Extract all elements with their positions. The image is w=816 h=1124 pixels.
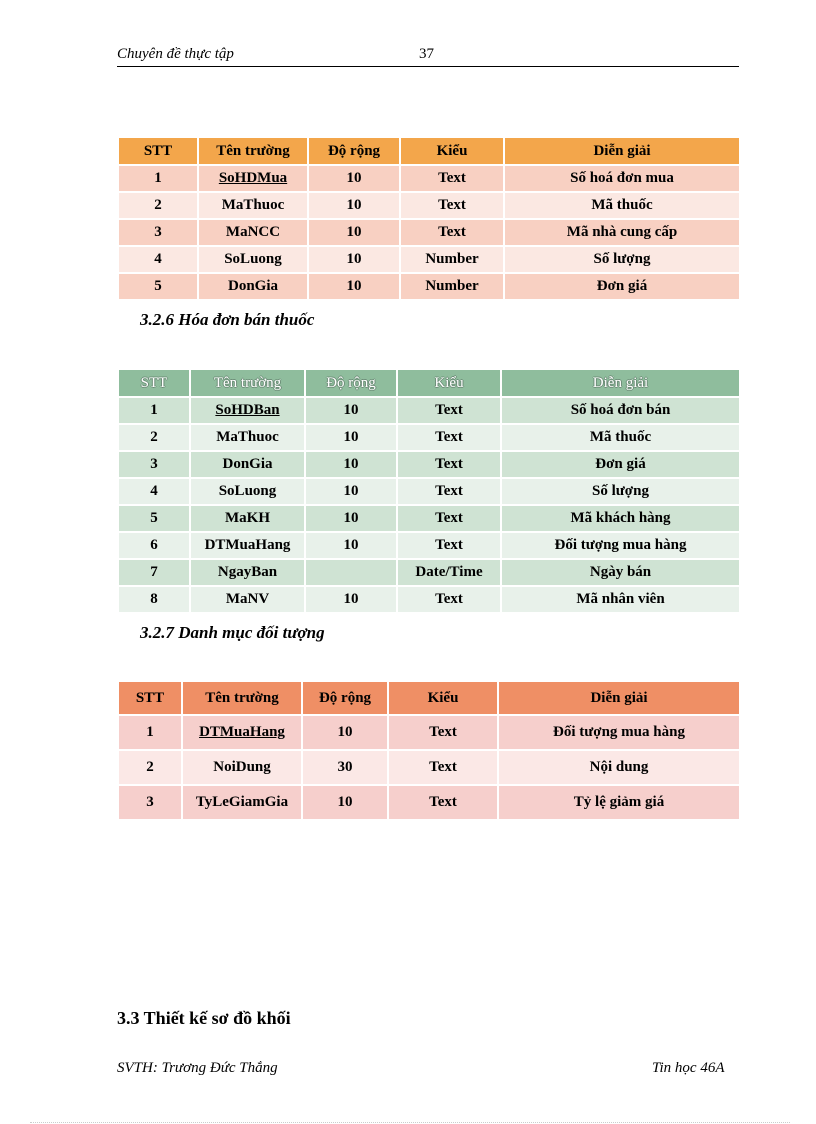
table-row bbox=[118, 192, 740, 219]
section-heading-customer-category: 3.2.7 Danh mục đối tượng bbox=[140, 623, 325, 642]
col-header-description: Diễn giải bbox=[501, 369, 740, 397]
type-cell: Number bbox=[400, 246, 504, 273]
width-cell: 10 bbox=[302, 785, 388, 820]
col-header-width: Độ rộng bbox=[308, 137, 400, 165]
stt-cell: 3 bbox=[118, 785, 182, 820]
col-header-stt: STT bbox=[118, 137, 198, 165]
stt-cell: 1 bbox=[118, 165, 198, 192]
width-cell: 30 bbox=[302, 750, 388, 785]
table-row bbox=[118, 586, 740, 613]
field-name-cell: DonGia bbox=[198, 273, 308, 300]
type-cell: Text bbox=[400, 219, 504, 246]
col-header-type: Kiểu bbox=[397, 369, 501, 397]
customer-category-table bbox=[117, 680, 741, 821]
field-name-cell: MaThuoc bbox=[198, 192, 308, 219]
type-cell: Text bbox=[400, 165, 504, 192]
col-header-stt: STT bbox=[118, 369, 190, 397]
type-cell: Text bbox=[388, 715, 498, 750]
type-cell: Text bbox=[397, 478, 501, 505]
table-row bbox=[118, 397, 740, 424]
width-cell: 10 bbox=[305, 478, 397, 505]
table-row bbox=[118, 559, 740, 586]
description-cell: Số hoá đơn mua bbox=[504, 165, 740, 192]
type-cell: Text bbox=[397, 451, 501, 478]
col-header-width: Độ rộng bbox=[305, 369, 397, 397]
table-row bbox=[118, 451, 740, 478]
type-cell: Text bbox=[388, 785, 498, 820]
width-cell: 10 bbox=[305, 397, 397, 424]
footer-class: Tin học 46A bbox=[652, 1060, 725, 1076]
width-cell: 10 bbox=[305, 532, 397, 559]
col-header-width: Độ rộng bbox=[302, 681, 388, 715]
field-name-cell: SoLuong bbox=[198, 246, 308, 273]
page-number: 37 bbox=[419, 46, 434, 62]
field-name-cell: DTMuaHang bbox=[190, 532, 305, 559]
table-row bbox=[118, 750, 740, 785]
type-cell: Text bbox=[400, 192, 504, 219]
col-header-field-name: Tên trường bbox=[198, 137, 308, 165]
stt-cell: 5 bbox=[118, 273, 198, 300]
stt-cell: 1 bbox=[118, 397, 190, 424]
stt-cell: 8 bbox=[118, 586, 190, 613]
width-cell: 10 bbox=[308, 273, 400, 300]
table-row bbox=[118, 424, 740, 451]
description-cell: Nội dung bbox=[498, 750, 740, 785]
stt-cell: 6 bbox=[118, 532, 190, 559]
description-cell: Số hoá đơn bán bbox=[501, 397, 740, 424]
sales-invoice-table bbox=[117, 368, 741, 614]
table-row bbox=[118, 478, 740, 505]
table-row bbox=[118, 246, 740, 273]
field-name-cell: NoiDung bbox=[182, 750, 302, 785]
section-heading-sales-invoice: 3.2.6 Hóa đơn bán thuốc bbox=[140, 310, 315, 329]
description-cell: Đối tượng mua hàng bbox=[501, 532, 740, 559]
col-header-field-name: Tên trường bbox=[182, 681, 302, 715]
width-cell: 10 bbox=[305, 586, 397, 613]
table-row bbox=[118, 785, 740, 820]
col-header-description: Diễn giải bbox=[504, 137, 740, 165]
description-cell: Đơn giá bbox=[504, 273, 740, 300]
col-header-type: Kiểu bbox=[388, 681, 498, 715]
width-cell: 10 bbox=[308, 219, 400, 246]
description-cell: Mã khách hàng bbox=[501, 505, 740, 532]
description-cell: Mã nhà cung cấp bbox=[504, 219, 740, 246]
description-cell: Mã thuốc bbox=[504, 192, 740, 219]
field-name-cell: TyLeGiamGia bbox=[182, 785, 302, 820]
width-cell: 10 bbox=[308, 192, 400, 219]
page-header bbox=[117, 44, 739, 67]
width-cell: 10 bbox=[308, 165, 400, 192]
table-row bbox=[118, 532, 740, 559]
description-cell: Mã thuốc bbox=[501, 424, 740, 451]
table-row bbox=[118, 165, 740, 192]
stt-cell: 2 bbox=[118, 192, 198, 219]
type-cell: Text bbox=[397, 505, 501, 532]
table-row bbox=[118, 505, 740, 532]
table-row bbox=[118, 273, 740, 300]
width-cell: 10 bbox=[305, 424, 397, 451]
table-row bbox=[118, 715, 740, 750]
purchase-invoice-table bbox=[117, 136, 741, 301]
description-cell: Ngày bán bbox=[501, 559, 740, 586]
type-cell: Text bbox=[388, 750, 498, 785]
section-heading-block-diagram: 3.3 Thiết kế sơ đồ khối bbox=[117, 1008, 291, 1028]
stt-cell: 4 bbox=[118, 246, 198, 273]
stt-cell: 3 bbox=[118, 219, 198, 246]
description-cell: Số lượng bbox=[501, 478, 740, 505]
type-cell: Date/Time bbox=[397, 559, 501, 586]
type-cell: Number bbox=[400, 273, 504, 300]
stt-cell: 2 bbox=[118, 424, 190, 451]
table-header-row bbox=[118, 369, 740, 397]
width-cell: 10 bbox=[305, 505, 397, 532]
width-cell: 10 bbox=[305, 451, 397, 478]
footer-author: SVTH: Trương Đức Thắng bbox=[117, 1060, 278, 1076]
stt-cell: 2 bbox=[118, 750, 182, 785]
field-name-cell: SoHDBan bbox=[190, 397, 305, 424]
table-row bbox=[118, 219, 740, 246]
type-cell: Text bbox=[397, 532, 501, 559]
description-cell: Số lượng bbox=[504, 246, 740, 273]
field-name-cell: DonGia bbox=[190, 451, 305, 478]
stt-cell: 5 bbox=[118, 505, 190, 532]
field-name-cell: NgayBan bbox=[190, 559, 305, 586]
table-header-row bbox=[118, 681, 740, 715]
col-header-field-name: Tên trường bbox=[190, 369, 305, 397]
width-cell bbox=[305, 559, 397, 586]
width-cell: 10 bbox=[302, 715, 388, 750]
description-cell: Đơn giá bbox=[501, 451, 740, 478]
header-title: Chuyên đề thực tập bbox=[117, 46, 234, 62]
description-cell: Đối tượng mua hàng bbox=[498, 715, 740, 750]
field-name-cell: MaKH bbox=[190, 505, 305, 532]
type-cell: Text bbox=[397, 397, 501, 424]
field-name-cell: MaThuoc bbox=[190, 424, 305, 451]
col-header-type: Kiểu bbox=[400, 137, 504, 165]
width-cell: 10 bbox=[308, 246, 400, 273]
stt-cell: 4 bbox=[118, 478, 190, 505]
stt-cell: 1 bbox=[118, 715, 182, 750]
field-name-cell: MaNCC bbox=[198, 219, 308, 246]
stt-cell: 3 bbox=[118, 451, 190, 478]
field-name-cell: SoLuong bbox=[190, 478, 305, 505]
stt-cell: 7 bbox=[118, 559, 190, 586]
col-header-stt: STT bbox=[118, 681, 182, 715]
description-cell: Tỷ lệ giảm giá bbox=[498, 785, 740, 820]
field-name-cell: SoHDMua bbox=[198, 165, 308, 192]
description-cell: Mã nhân viên bbox=[501, 586, 740, 613]
type-cell: Text bbox=[397, 586, 501, 613]
field-name-cell: MaNV bbox=[190, 586, 305, 613]
type-cell: Text bbox=[397, 424, 501, 451]
col-header-description: Diễn giải bbox=[498, 681, 740, 715]
table-header-row bbox=[118, 137, 740, 165]
field-name-cell: DTMuaHang bbox=[182, 715, 302, 750]
